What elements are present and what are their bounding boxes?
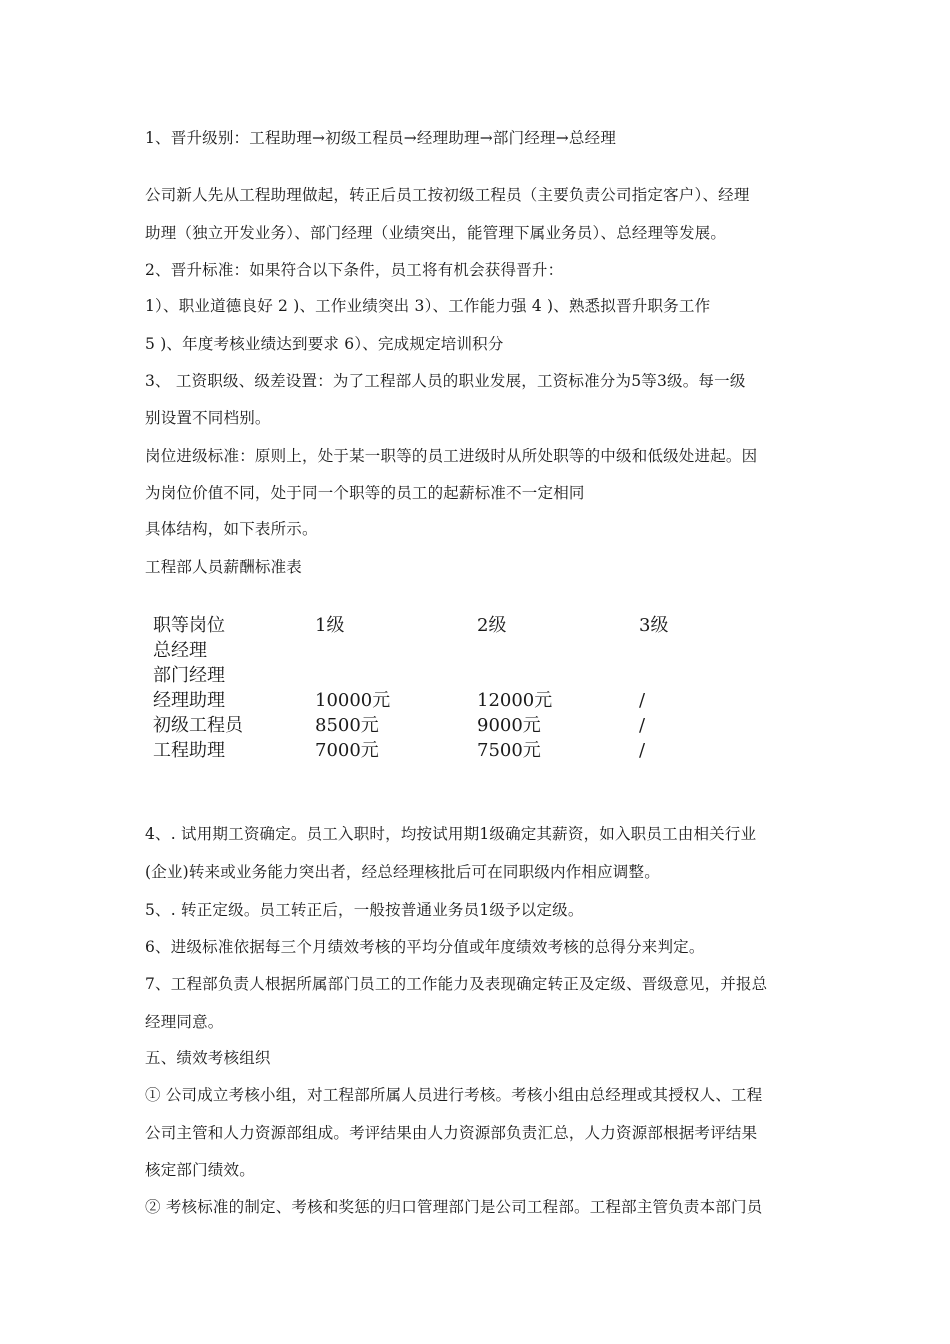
table-cell: 部门经理	[153, 665, 225, 686]
paragraph-line: 核定部门绩效。	[145, 1161, 255, 1179]
paragraph-line: 2、晋升标准：如果符合以下条件，员工将有机会获得晋升：	[145, 261, 564, 279]
paragraph-line: 5、. 转正定级。员工转正后，一般按普通业务员1级予以定级。	[145, 901, 584, 919]
table-header-cell: 1级	[315, 615, 345, 636]
table-cell: /	[639, 715, 646, 736]
paragraph-line: 5 )、年度考核业绩达到要求 6）、完成规定培训积分	[145, 335, 504, 353]
table-title: 工程部人员薪酬标准表	[145, 558, 303, 576]
paragraph-line: 公司新人先从工程助理做起，转正后员工按初级工程员（主要负责公司指定客户）、经理	[145, 186, 750, 204]
paragraph-line: 公司主管和人力资源部组成。考评结果由人力资源部负责汇总，人力资源部根据考评结果	[145, 1124, 758, 1142]
table-cell: 工程助理	[153, 740, 225, 761]
paragraph-line: 4、. 试用期工资确定。员工入职时，均按试用期1级确定其薪资，如入职员工由相关行业	[145, 825, 757, 843]
table-row	[153, 713, 739, 738]
table-header-cell: 2级	[477, 615, 507, 636]
table-row	[153, 688, 739, 713]
paragraph-line: 岗位进级标准：原则上，处于某一职等的员工进级时从所处职等的中级和低级处进起。因	[145, 447, 758, 465]
table-cell: 7000元	[315, 740, 379, 761]
table-cell: 12000元	[477, 690, 553, 711]
table-cell: 初级工程员	[153, 715, 243, 736]
paragraph-line: (企业)转来或业务能力突出者，经总经理核批后可在同职级内作相应调整。	[145, 863, 660, 881]
table-cell	[315, 638, 477, 663]
paragraph-line: 为岗位价值不同，处于同一个职等的员工的起薪标准不一定相同	[145, 484, 585, 502]
paragraph-line: ② 考核标准的制定、考核和奖惩的归口管理部门是公司工程部。工程部主管负责本部门员	[145, 1198, 763, 1216]
paragraph-line: 6、进级标准依据每三个月绩效考核的平均分值或年度绩效考核的总得分来判定。	[145, 938, 705, 956]
table-row	[153, 663, 739, 688]
section-heading: 五、绩效考核组织	[145, 1049, 271, 1067]
table-cell	[315, 663, 477, 688]
table-cell: /	[639, 690, 646, 711]
paragraph-line: 1）、职业道德良好 2 )、工作业绩突出 3）、工作能力强 4 )、熟悉拟晋升职务工作	[145, 297, 711, 315]
table-cell	[639, 638, 739, 663]
table-cell	[639, 663, 739, 688]
table-header-cell: 3级	[639, 615, 669, 636]
table-cell: 经理助理	[153, 690, 225, 711]
paragraph-line: 助理（独立开发业务）、部门经理（业绩突出，能管理下属业务员）、总经理等发展。	[145, 224, 727, 242]
paragraph-line: ① 公司成立考核小组，对工程部所属人员进行考核。考核小组由总经理或其授权人、工程	[145, 1086, 763, 1104]
paragraph-line: 具体结构，如下表所示。	[145, 520, 318, 538]
table-cell: 7500元	[477, 740, 541, 761]
paragraph-line: 7、工程部负责人根据所属部门员工的工作能力及表现确定转正及定级、晋级意见，并报总	[145, 975, 768, 993]
table-cell: 10000元	[315, 690, 391, 711]
table-row	[153, 638, 739, 663]
table-cell: 8500元	[315, 715, 379, 736]
table-cell	[477, 638, 639, 663]
paragraph-line: 别设置不同档别。	[145, 409, 271, 427]
paragraph-line: 1、晋升级别：工程助理→初级工程员→经理助理→部门经理→总经理	[145, 129, 617, 147]
table-row	[153, 738, 739, 763]
table-cell: 9000元	[477, 715, 541, 736]
table-cell: /	[639, 740, 646, 761]
table-cell: 总经理	[153, 640, 207, 661]
table-cell	[477, 663, 639, 688]
table-header-row	[153, 613, 739, 638]
paragraph-line: 经理同意。	[145, 1013, 224, 1031]
table-header-cell: 职等岗位	[153, 615, 225, 636]
salary-table	[153, 613, 739, 763]
paragraph-line: 3、 工资职级、级差设置：为了工程部人员的职业发展，工资标准分为5等3级。每一级	[145, 372, 746, 390]
